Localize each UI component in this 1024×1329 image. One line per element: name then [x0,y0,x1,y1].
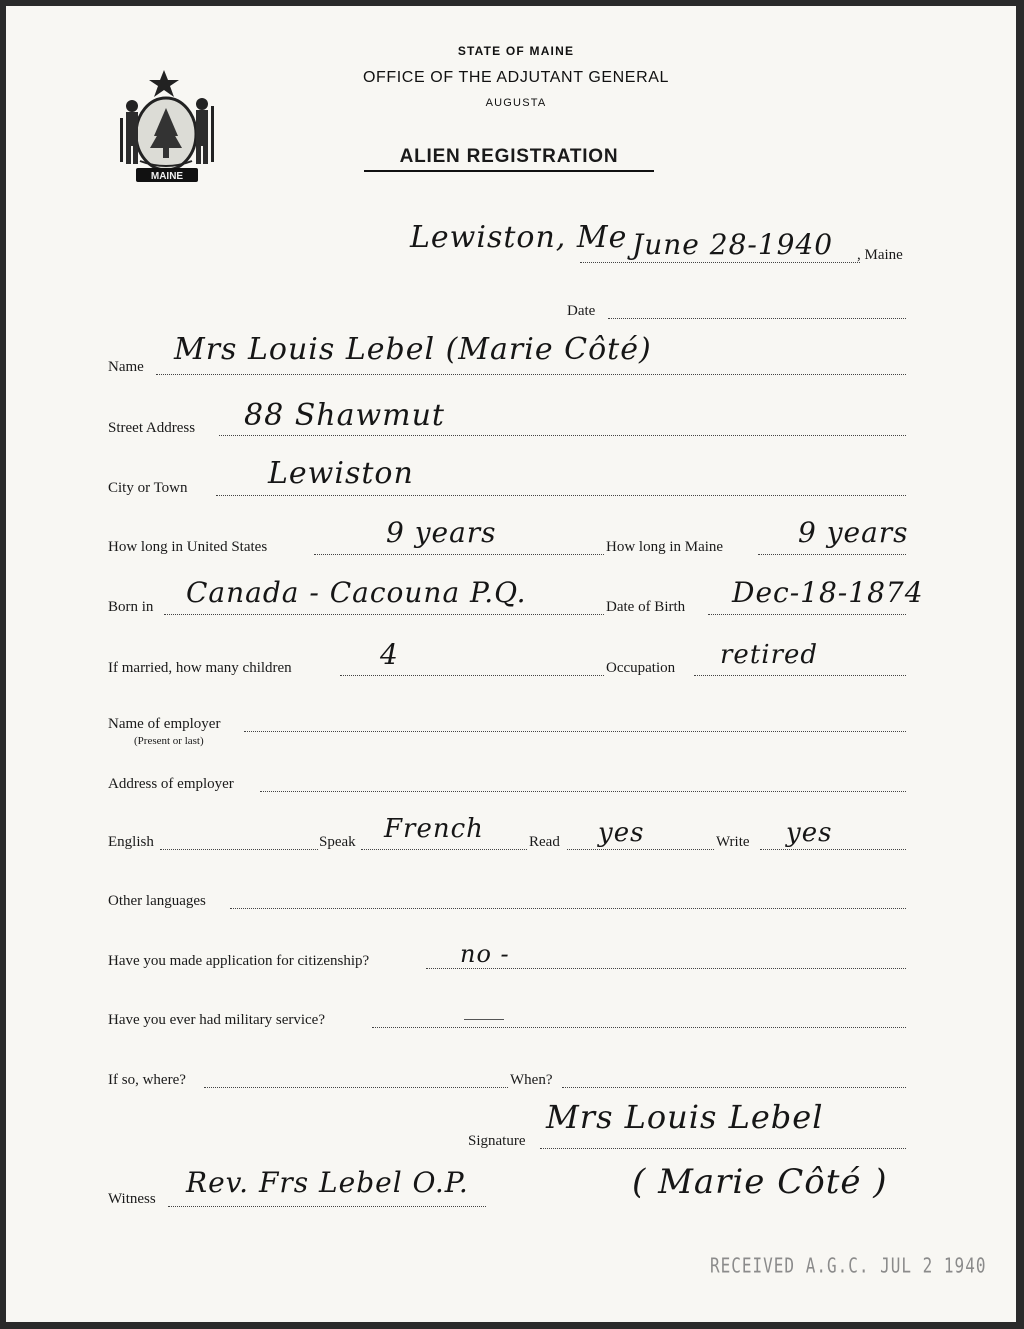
citizenship-label: Have you made application for citizenship? [108,953,370,969]
when-line[interactable] [562,1087,906,1088]
where-line[interactable] [204,1087,508,1088]
read-value: yes [598,818,645,848]
read-line[interactable] [567,849,714,850]
dob-label: Date of Birth [606,599,686,615]
registration-form [6,6,1016,1322]
city-label: City or Town [108,480,188,496]
name-line[interactable] [156,374,906,375]
header-office: OFFICE OF THE ADJUTANT GENERAL [362,69,670,86]
employer-label: Name of employer [108,716,221,732]
english-label: English [108,834,154,850]
other-languages-label: Other languages [108,893,206,909]
children-label: If married, how many children [108,660,292,676]
city-value: Lewiston [268,456,414,491]
occupation-label: Occupation [606,660,676,676]
children-value: 4 [380,638,399,671]
employer-sublabel: (Present or last) [134,735,204,747]
how-long-maine-label: How long in Maine [606,539,724,555]
header-city: AUGUSTA [485,97,547,109]
date-value: June 28-1940 [632,228,834,261]
date-line[interactable] [580,262,860,263]
maine-label: , Maine [857,247,903,263]
received-stamp: RECEIVED A.G.C. JUL 2 1940 [710,1253,987,1278]
born-in-value: Canada - Cacouna P.Q. [186,576,527,609]
signature-maiden-value: ( Marie Côté ) [632,1162,888,1202]
seal-banner-text: MAINE [150,171,184,182]
citizenship-value: no - [460,940,510,968]
employer-address-label: Address of employer [108,776,234,792]
dob-line[interactable] [708,614,906,615]
form-title: ALIEN REGISTRATION [364,146,654,172]
write-value: yes [786,818,833,848]
employer-address-line[interactable] [260,791,906,792]
date-label: Date [567,303,596,319]
speak-value: French [384,814,484,844]
write-label: Write [716,834,750,850]
how-long-us-label: How long in United States [108,539,268,555]
street-label: Street Address [108,420,196,436]
signature-value: Mrs Louis Lebel [546,1098,824,1136]
children-line[interactable] [340,675,604,676]
signature-line[interactable] [540,1148,906,1149]
how-long-maine-value: 9 years [798,516,909,549]
how-long-us-line[interactable] [314,554,604,555]
place-value: Lewiston, Me [410,220,628,255]
name-label: Name [108,359,144,375]
witness-label: Witness [108,1191,156,1207]
born-in-label: Born in [108,599,154,615]
header-state: STATE OF MAINE [457,44,575,58]
dob-value: Dec-18-1874 [732,576,924,609]
date-line-2[interactable] [608,318,906,319]
name-value: Mrs Louis Lebel (Marie Côté) [174,332,652,367]
other-languages-line[interactable] [230,908,906,909]
witness-line[interactable] [168,1206,486,1207]
occupation-line[interactable] [694,675,906,676]
read-label: Read [529,834,560,850]
speak-line[interactable] [361,849,527,850]
write-line[interactable] [760,849,906,850]
city-line[interactable] [216,495,906,496]
how-long-us-value: 9 years [386,516,497,549]
witness-value: Rev. Frs Lebel O.P. [186,1166,469,1199]
military-dash [464,1019,504,1020]
when-label: When? [510,1072,553,1088]
where-label: If so, where? [108,1072,186,1088]
street-value: 88 Shawmut [244,398,445,433]
employer-line[interactable] [244,731,906,732]
military-line[interactable] [372,1027,906,1028]
occupation-value: retired [720,640,819,670]
how-long-maine-line[interactable] [758,554,906,555]
state-seal-icon [114,66,224,186]
military-label: Have you ever had military service? [108,1012,325,1028]
street-line[interactable] [219,435,906,436]
signature-label: Signature [468,1133,526,1149]
speak-label: Speak [319,834,356,850]
english-line[interactable] [160,849,318,850]
born-in-line[interactable] [164,614,604,615]
citizenship-line[interactable] [426,968,906,969]
